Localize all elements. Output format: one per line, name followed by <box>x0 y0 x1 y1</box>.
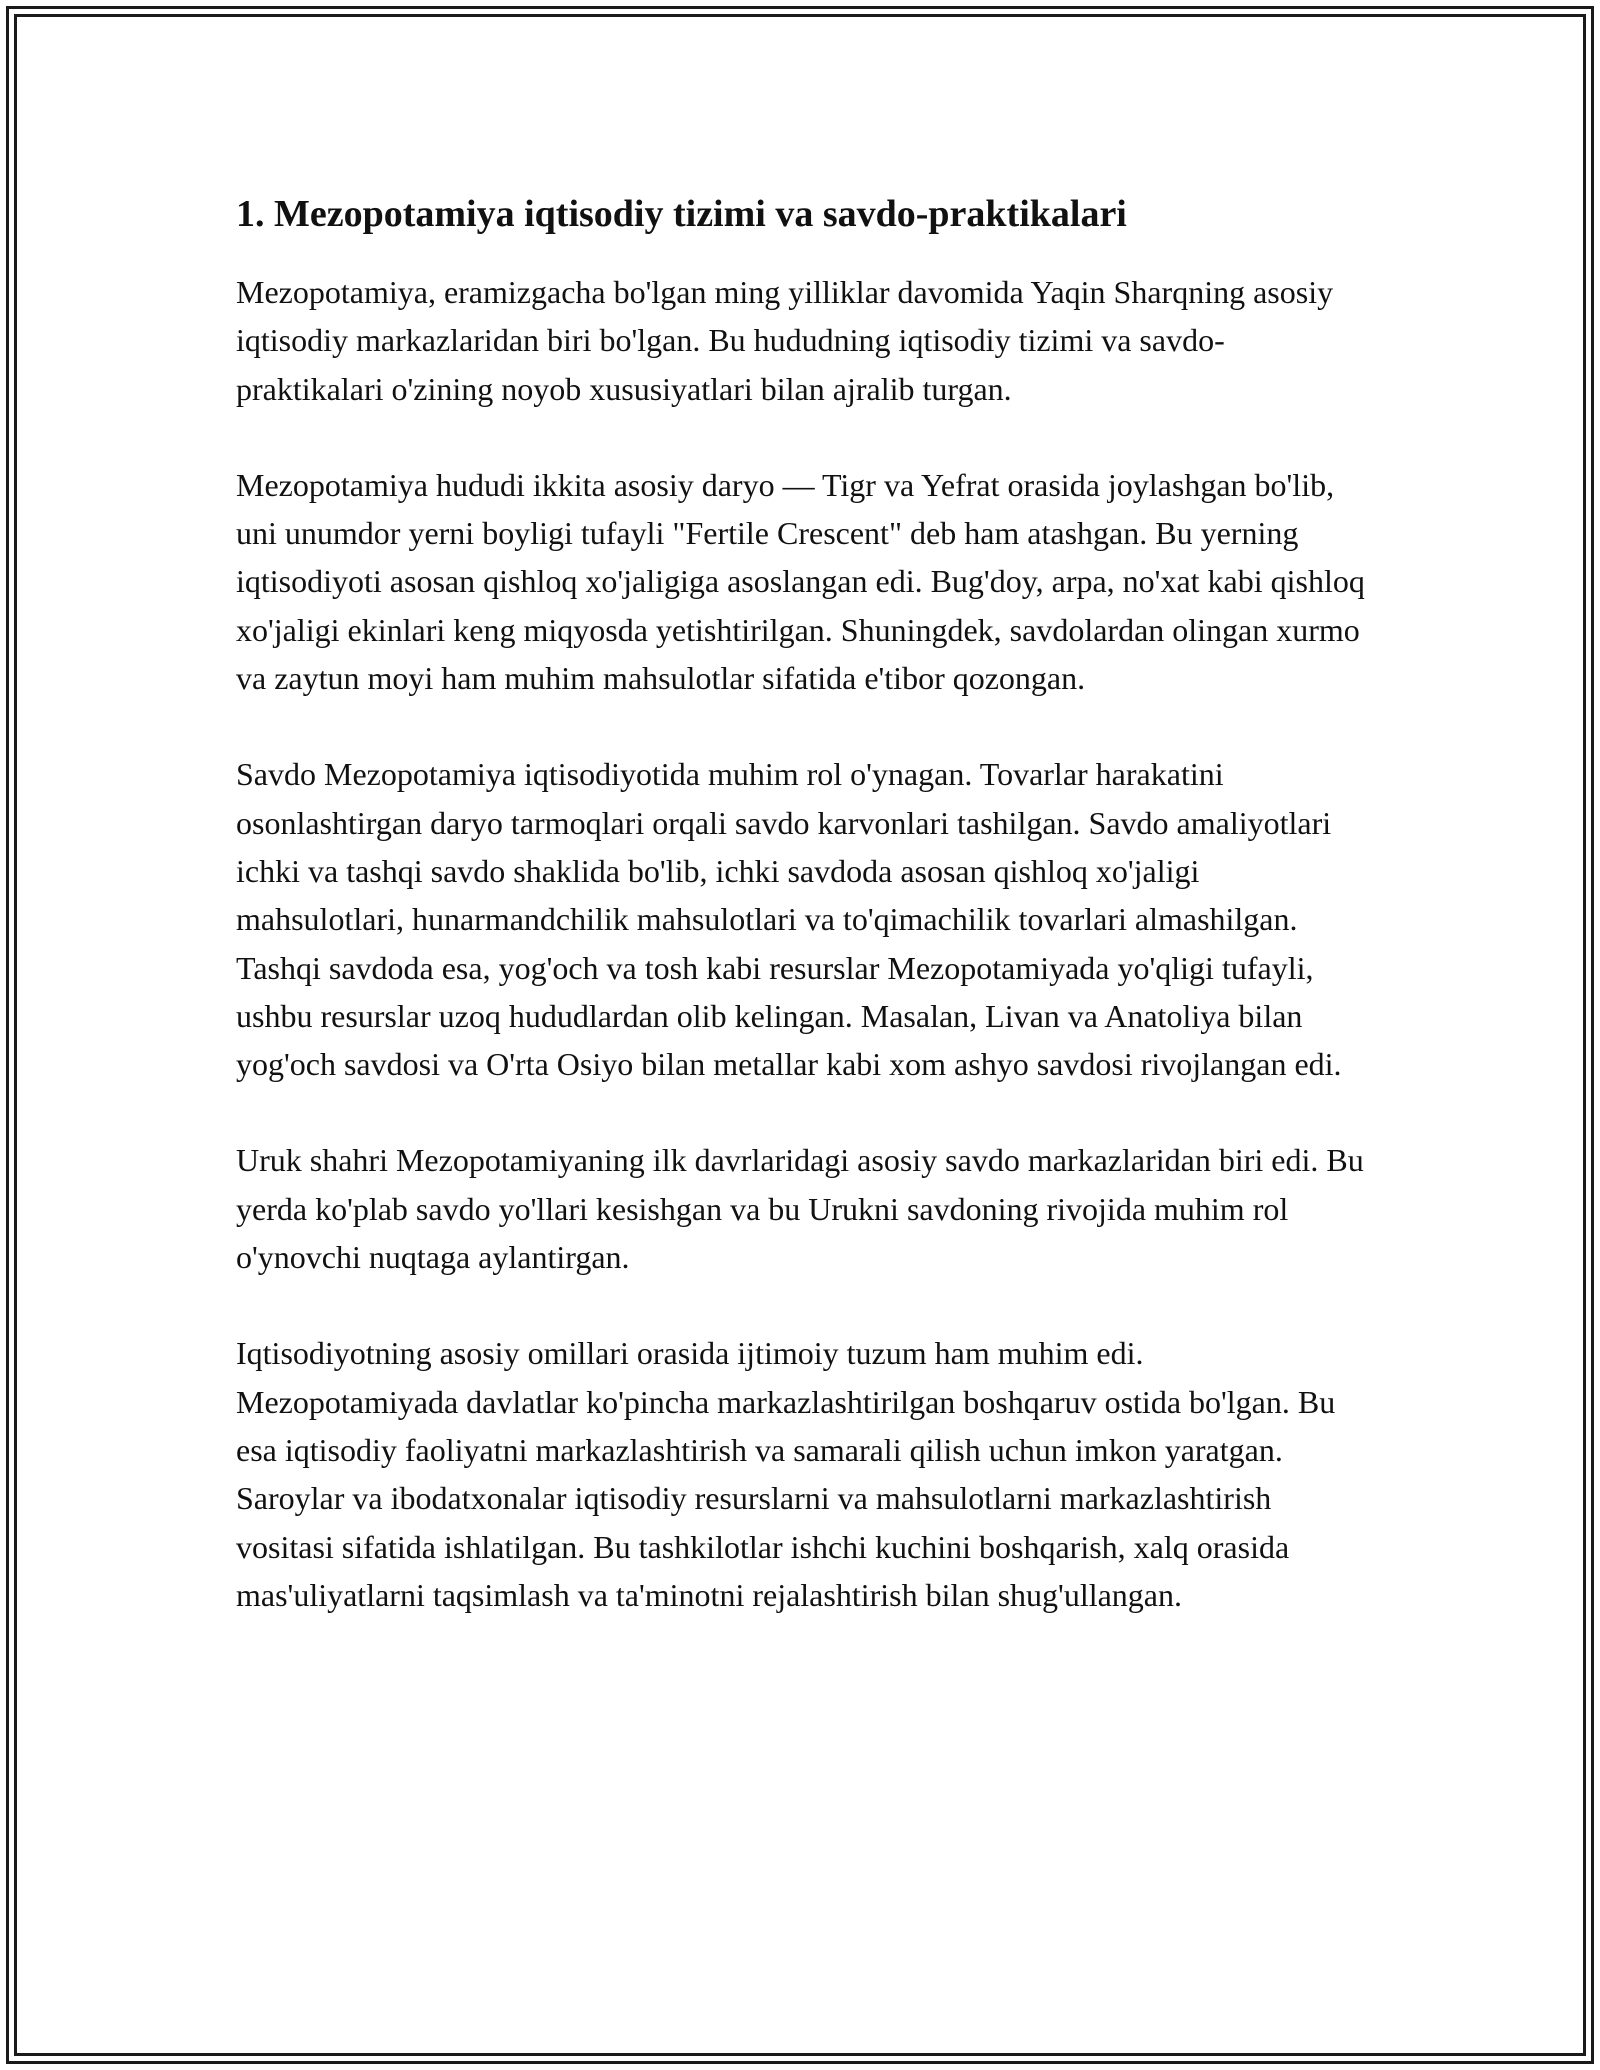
paragraph-intro: Mezopotamiya, eramizgacha bo'lgan ming yilliklar davomida Yaqin Sharqning asosiy iqtisodiy markazlaridan biri bo'lgan. Bu hududning iqtisodiy tizimi va savdo-praktikalari o'zining noyob xususiyatlari bilan ajralib turgan. <box>236 274 1334 407</box>
paragraph-trade: Savdo Mezopotamiya iqtisodiyotida muhim rol o'ynagan. Tovarlar harakatini osonlashtirgan daryo tarmoqlari orqali savdo karvonlari tashilgan. Savdo amaliyotlari ichki va tashqi savdo shaklida bo'lib, ichki savdoda asosan qishloq xo'jaligi mahsulotlari, hunarmandchilik mahsulotlari va to'qimachilik tovarlari almashilgan. Tashqi savdoda esa, yog'och va tosh kabi resurslar Mezopotamiyada yo'qligi tufayli, ushbu resurslar uzoq hududlardan olib kelingan. Masalan, Livan va Anatoliya bilan yog'och savdosi va O'rta Osiyo bilan metallar kabi xom ashyo savdosi rivojlangan edi. <box>236 756 1342 1083</box>
paragraph-uruk: Uruk shahri Mezopotamiyaning ilk davrlaridagi asosiy savdo markazlaridan biri edi. Bu yerda ko'plab savdo yo'llari kesishgan va bu Urukni savdoning rivojida muhim rol o'ynovchi nuqtaga aylantirgan. <box>236 1142 1364 1276</box>
document-body <box>236 186 1370 1667</box>
section-heading: 1. Mezopotamiya iqtisodiy tizimi va savdo-praktikalari <box>236 193 1127 235</box>
paragraph-social-structure: Iqtisodiyotning asosiy omillari orasida ijtimoiy tuzum ham muhim edi. Mezopotamiyada davlatlar ko'pincha markazlashtirilgan boshqaruv ostida bo'lgan. Bu esa iqtisodiy faoliyatni markazlashtirish va samarali qilish uchun imkon yaratgan. Saroylar va ibodatxonalar iqtisodiy resurslarni va mahsulotlarni markazlashtirish vositasi sifatida ishlatilgan. Bu tashkilotlar ishchi kuchini boshqarish, xalq orasida mas'uliyatlarni taqsimlash va ta'minotni rejalashtirish bilan shug'ullangan. <box>236 1335 1336 1613</box>
paragraph-geography-agriculture: Mezopotamiya hududi ikkita asosiy daryo — Tigr va Yefrat orasida joylashgan bo'lib, uni unumdor yerni boyligi tufayli "Fertile Crescent" deb ham atashgan. Bu yerning iqtisodiyoti asosan qishloq xo'jaligiga asoslangan edi. Bug'doy, arpa, no'xat kabi qishloq xo'jaligi ekinlari keng miqyosda yetishtirilgan. Shuningdek, savdolardan olingan xurmo va zaytun moyi ham muhim mahsulotlar sifatida e'tibor qozongan. <box>236 466 1365 697</box>
